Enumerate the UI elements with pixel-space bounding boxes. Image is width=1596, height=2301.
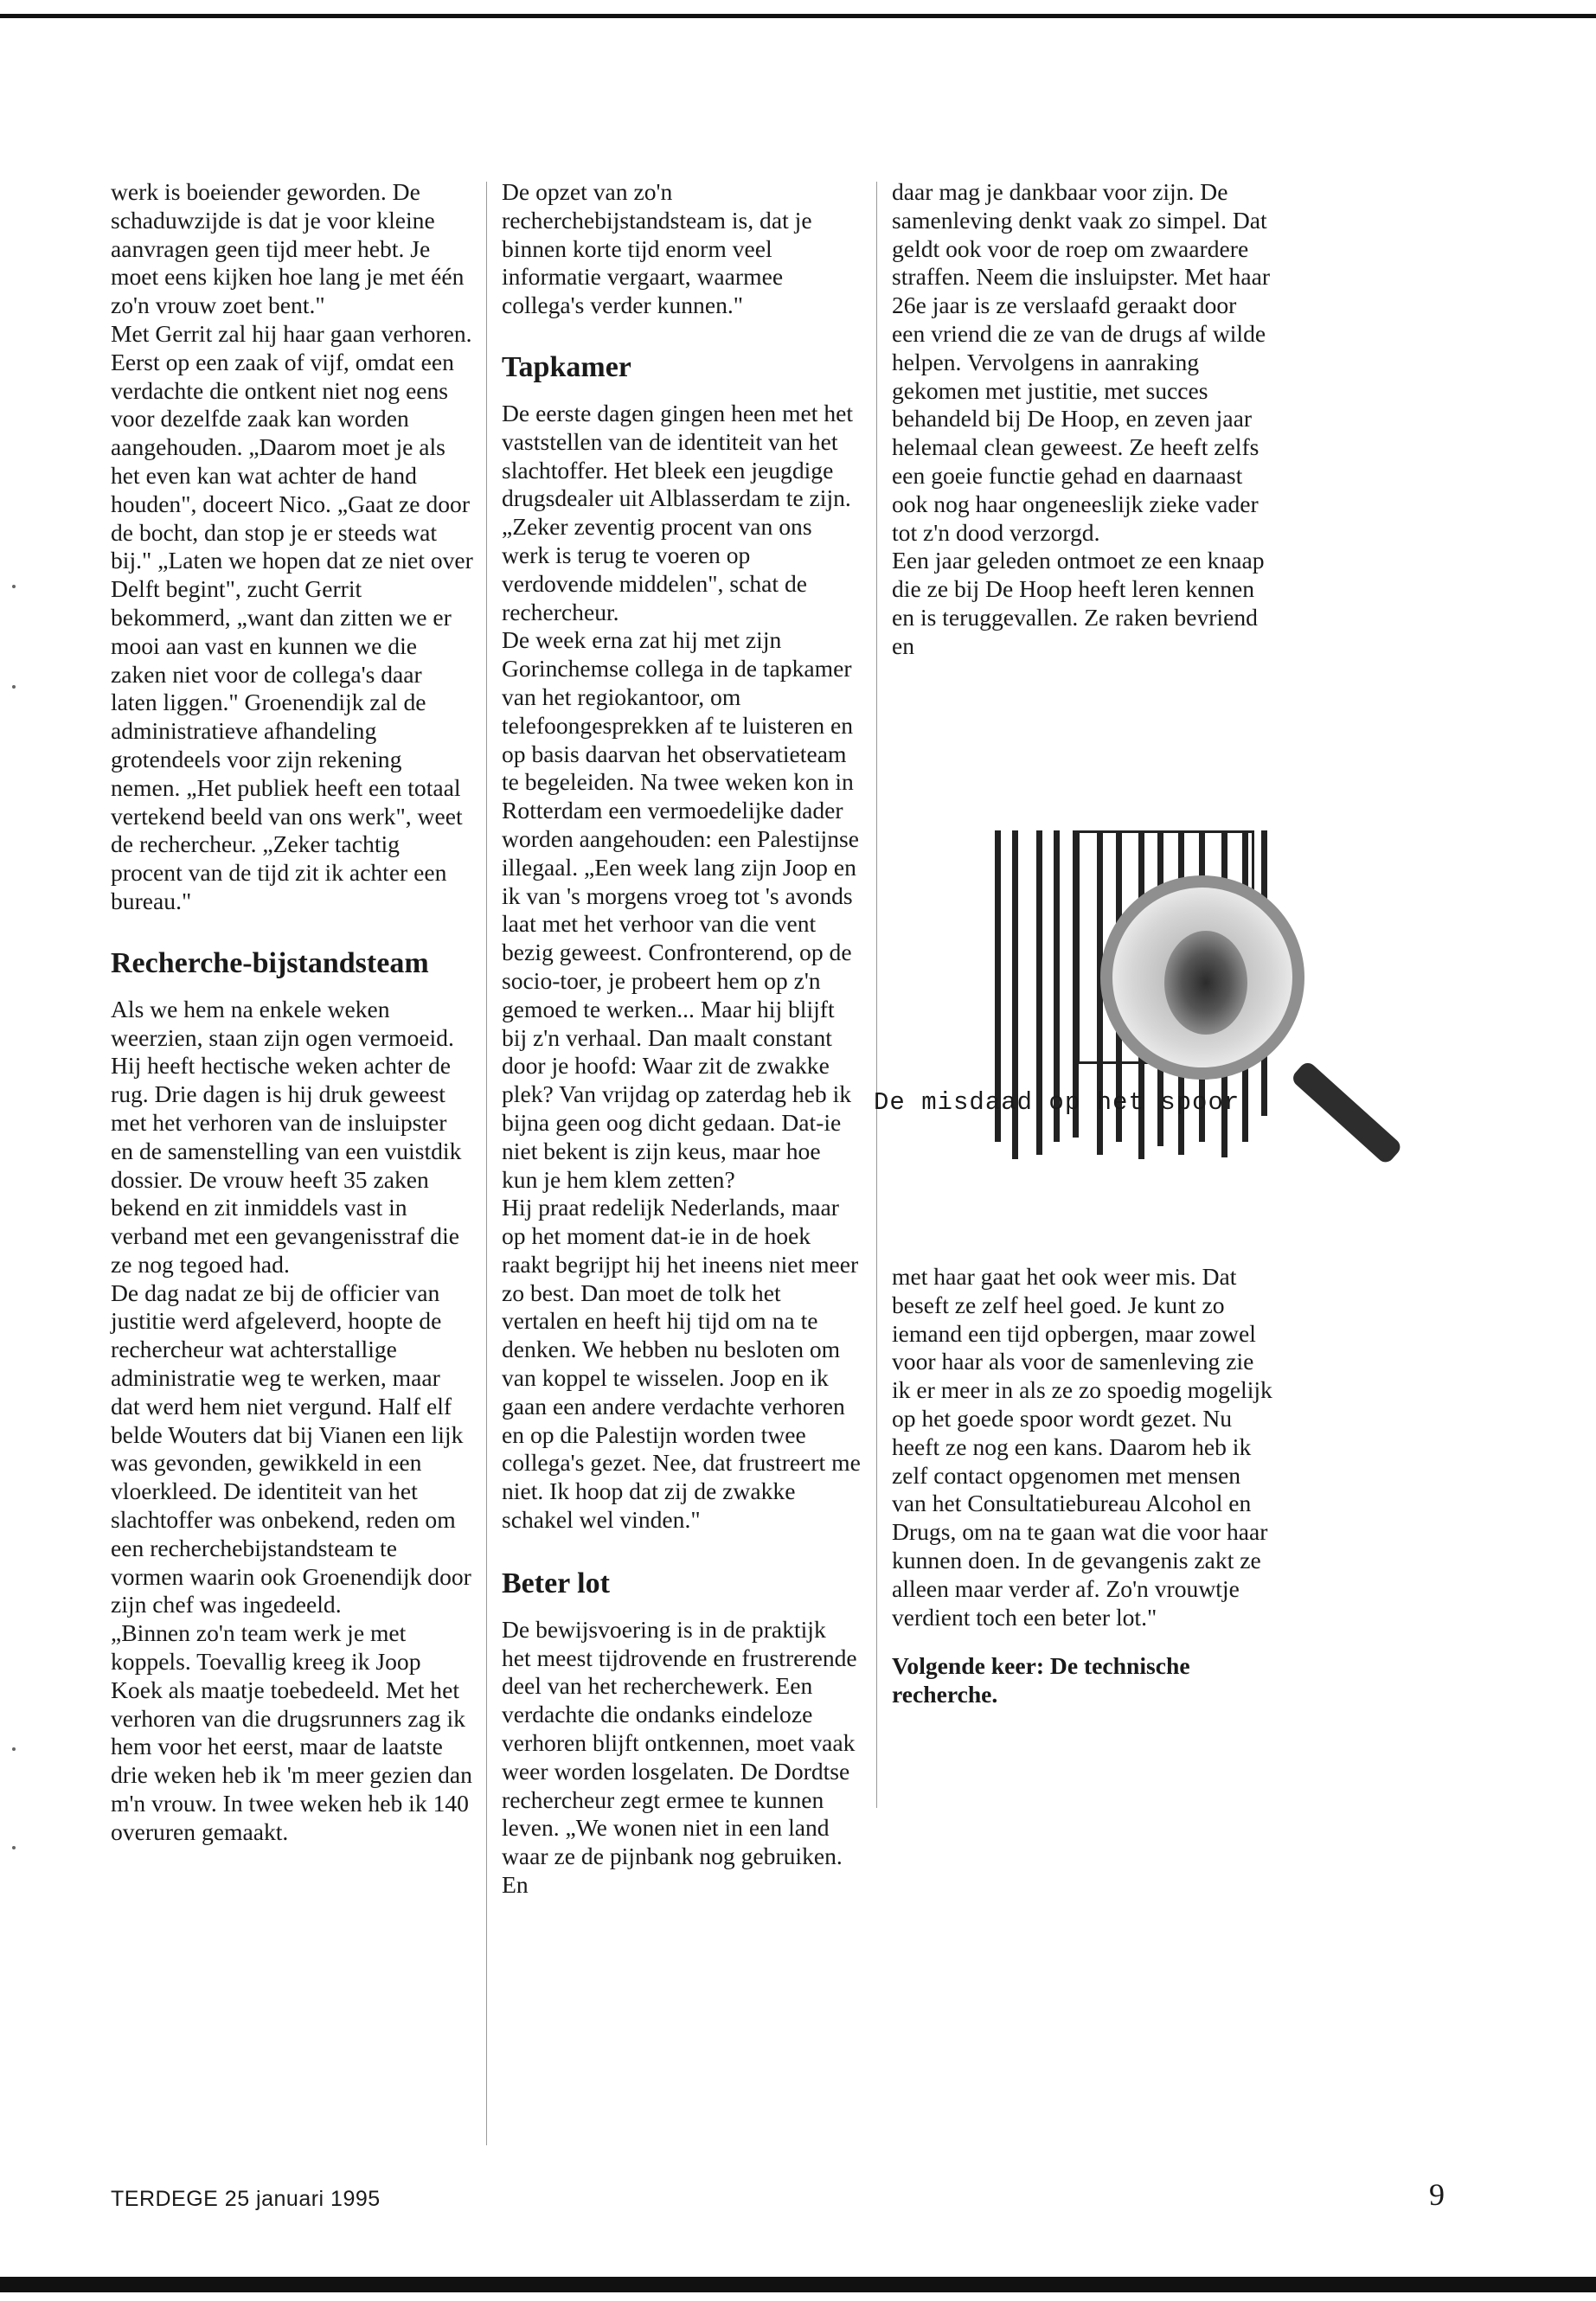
- paragraph: De dag nadat ze bij de officier van justitie werd afgeleverd, hoopte de rechercheur wat achterstallige administratie weg te werken, maar dat werd hem niet vergund. Half elf belde Wouters dat bij Vianen een lijk was gevonden, gewikkeld in een vloerkleed. De identiteit van het slachtoffer was onbekend, reden om een recherchebijstandsteam te vormen waarin ook Groenendijk door zijn chef was ingedeeld.: [111, 1279, 471, 1618]
- paragraph: werk is boeiender geworden. De schaduwzijde is dat je voor kleine aanvragen geen tijd meer hebt. Je moet eens kijken hoe lang je met één zo'n vrouw zoet bent.": [111, 178, 465, 319]
- page-number: 9: [1429, 2177, 1445, 2212]
- column-3-bottom: [892, 1263, 1272, 1709]
- section-heading-beter-lot: Beter lot: [502, 1567, 610, 1599]
- paragraph: De week erna zat hij met zijn Gorinchemse collega in de tapkamer van het regiokantoor, om telefoongesprekken af te luisteren en op basis daarvan het observatieteam te begeleiden. Na twee weken kon in Rotterdam een vermoedelijke dader worden aangehouden: een Palestijnse illegaal. „Een week lang zijn Joop en ik van 's morgens vroeg tot 's avonds laat met het verhoor van die vent bezig geweest. Confronterend, op de socio-toer, je probeert hem op z'n gemoed te werken... Maar hij blijft bij z'n verhaal. Dan maalt constant door je hoofd: Waar zit de zwakke plek? Van vrijdag op zaterdag heb ik bijna geen oog dicht gedaan. Dat-ie niet bekent is zijn keus, maar hoe kun je hem klem zetten?: [502, 626, 860, 1193]
- bottom-rule: [0, 2277, 1596, 2292]
- paragraph: De opzet van zo'n recherchebijstandsteam is, dat je binnen korte tijd enorm veel informatie vergaart, waarmee collega's verder kunnen.": [502, 178, 812, 319]
- fingerprint-icon: [1164, 931, 1247, 1035]
- paragraph: Hij praat redelijk Nederlands, maar op het moment dat-ie in de hoek raakt begrijpt hij het ineens niet meer zo best. Dan moet de tolk het vertalen en heeft hij tijd om na te denken. We hebben nu besloten om van koppel te wisselen. Joop en ik gaan een andere verdachte verhoren en op die Palestijn worden twee collega's gezet. Nee, dat frustreert me niet. Ik hoop dat zij de zwakke schakel wel vinden.": [502, 1194, 861, 1534]
- figure-caption: De misdaad op het spoor: [874, 1088, 1240, 1117]
- closing-note: Volgende keer: De technische recherche.: [892, 1652, 1190, 1708]
- scan-speck: [12, 1747, 16, 1751]
- paragraph: met haar gaat het ook weer mis. Dat beseft ze zelf heel goed. Je kunt zo iemand een tijd opbergen, maar zowel voor haar als voor de samenleving zie ik er meer in als ze zo spoedig mogelijk op het goede spoor wordt gezet. Nu heeft ze nog een kans. Daarom heb ik zelf contact opgenomen met mensen van het Consultatiebureau Alcohol en Drugs, om na te gaan wat die voor haar kunnen doen. In de gevangenis zakt ze alleen maar verder af. Zo'n vrouwtje verdient toch een beter lot.": [892, 1263, 1272, 1631]
- scan-speck: [12, 685, 16, 689]
- section-heading-recherche-bijstandsteam: Recherche-bijstandsteam: [111, 946, 429, 979]
- magnifier-handle: [1290, 1060, 1404, 1166]
- magnifying-glass-icon: [1100, 875, 1304, 1080]
- paragraph: daar mag je dankbaar voor zijn. De samenleving denkt vaak zo simpel. Dat geldt ook voor de roep om zwaardere straffen. Neem die insluipster. Met haar 26e jaar is ze verslaafd geraakt door een vriend die ze van de drugs af wilde helpen. Vervolgens in aanraking gekomen met justitie, met succes behandeld bij De Hoop, en zeven jaar helemaal clean geweest. Ze heeft zelfs een goeie functie gehad en daarnaast ook nog haar ongeneeslijk zieke vader tot z'n dood verzorgd.: [892, 178, 1271, 546]
- column-3-top: [892, 178, 1272, 661]
- paragraph: „Binnen zo'n team werk je met koppels. Toevallig kreeg ik Joop Koek als maatje toebedeeld. Met het verhoren van die drugsrunners zag ik hem voor het eerst, maar de laatste drie weken heb ik 'm meer gezien dan m'n vrouw. In twee weken heb ik 140 overuren gemaakt.: [111, 1619, 472, 1845]
- section-heading-tapkamer: Tapkamer: [502, 350, 631, 383]
- crime-illustration: [865, 822, 1280, 1211]
- column-divider: [486, 182, 487, 2145]
- paragraph: Als we hem na enkele weken weerzien, staan zijn ogen vermoeid. Hij heeft hectische weken achter de rug. Drie dagen is hij druk geweest met het verhoren van de insluipster en de samenstelling van een vuistdik dossier. De vrouw heeft 35 zaken bekend en zit inmiddels vast in verband met een gevangenisstraf die ze nog tegoed had.: [111, 995, 462, 1278]
- top-rule: [0, 14, 1596, 18]
- column-2: [502, 178, 861, 1900]
- paragraph: Met Gerrit zal hij haar gaan verhoren. Eerst op een zaak of vijf, omdat een verdachte die ontkent niet nog eens voor dezelfde zaak kan worden aangehouden. „Daarom moet je als het even kan wat achter de hand houden", doceert Nico. „Gaat ze door de bocht, dan stop je er steeds wat bij." „Laten we hopen dat ze niet over Delft begint", zucht Gerrit bekommerd, „want dan zitten we er mooi aan vast en kunnen we die zaken niet voor de collega's daar laten liggen." Groenendijk zal de administratieve afhandeling grotendeels voor zijn rekening nemen. „Het publiek heeft een totaal vertekend beeld van ons werk", weet de rechercheur. „Zeker tachtig procent van de tijd zit ik achter een bureau.": [111, 319, 473, 914]
- paragraph: De eerste dagen gingen heen met het vaststellen van de identiteit van het slachtoffer. Het bleek een jeugdige drugsdealer uit Alblasserdam te zijn. „Zeker zeventig procent van ons werk is terug te voeren op verdovende middelen", schat de rechercheur.: [502, 399, 854, 625]
- paragraph: De bewijsvoering is in de praktijk het meest tijdrovende en frustrerende deel van het recherchewerk. Een verdachte die ondanks eindeloze verhoren blijft ontkennen, moet vaak weer worden losgelaten. De Dordtse rechercheur zegt ermee te kunnen leven. „We wonen niet in een land waar ze de pijnbank nog gebruiken. En: [502, 1615, 857, 1899]
- scan-speck: [12, 585, 16, 588]
- column-1: [111, 178, 474, 1847]
- scan-speck: [12, 1846, 16, 1849]
- paragraph: Een jaar geleden ontmoet ze een knaap die ze bij De Hoop heeft leren kennen en is teruggevallen. Ze raken bevriend en: [892, 547, 1265, 659]
- publication-line: TERDEGE 25 januari 1995: [111, 2187, 381, 2211]
